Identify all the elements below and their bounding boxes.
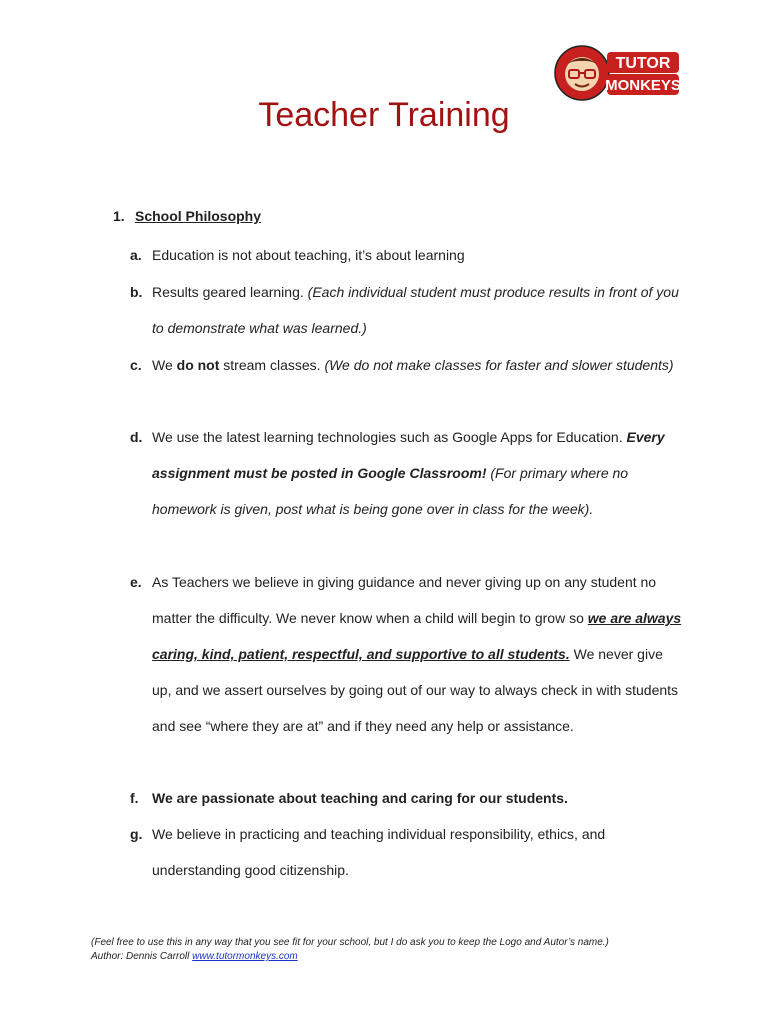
page-title: Teacher Training	[258, 96, 510, 134]
list-marker: c.	[130, 357, 142, 373]
list-marker: d.	[130, 429, 143, 445]
section-number: 1.	[113, 208, 125, 224]
tutor-monkeys-logo	[553, 44, 681, 102]
footer-author: Author: Dennis Carroll www.tutormonkeys.com	[91, 951, 298, 962]
list-item-text: We are passionate about teaching and caring for our students.	[152, 790, 568, 806]
footer	[91, 936, 609, 964]
list-marker: a.	[130, 247, 142, 263]
list-marker: g.	[130, 826, 143, 842]
website-link[interactable]: www.tutormonkeys.com	[192, 951, 298, 962]
list-marker: b.	[130, 284, 143, 300]
section-title: School Philosophy	[135, 208, 262, 224]
list-item-text: Results geared learning. (Each individual student must produce results in front of you to demonstrate what was learned.)	[152, 284, 679, 336]
list-marker: f.	[130, 790, 139, 806]
footer-note: (Feel free to use this in any way that you see fit for your school, but I do ask you to keep the Logo and Autor’s name.)	[91, 937, 609, 948]
section-heading	[113, 208, 261, 224]
list-item-text: As Teachers we believe in giving guidance and never giving up on any student no matter the difficulty. We never know when a child will begin to grow so we are always caring, kind, patient, respectful, and supportive to all students. We never give up, and we assert ourselves by going out of our way to always check in with students and see “where they are at” and if they need any help or assistance.	[152, 574, 682, 734]
list-item-text: Education is not about teaching, it’s about learning	[152, 247, 465, 263]
list-marker: e.	[130, 574, 142, 590]
svg-text:MONKEYS: MONKEYS	[605, 77, 681, 94]
list-item-text: We believe in practicing and teaching individual responsibility, ethics, and understanding good citizenship.	[152, 826, 606, 878]
list-item-text: We use the latest learning technologies such as Google Apps for Education. Every assignment must be posted in Google Classroom! (For primary where no homework is given, post what is being gone over in class for the week).	[152, 429, 665, 517]
list-item-text: We do not stream classes. (We do not make classes for faster and slower students)	[152, 357, 674, 373]
svg-text:TUTOR: TUTOR	[615, 55, 671, 72]
